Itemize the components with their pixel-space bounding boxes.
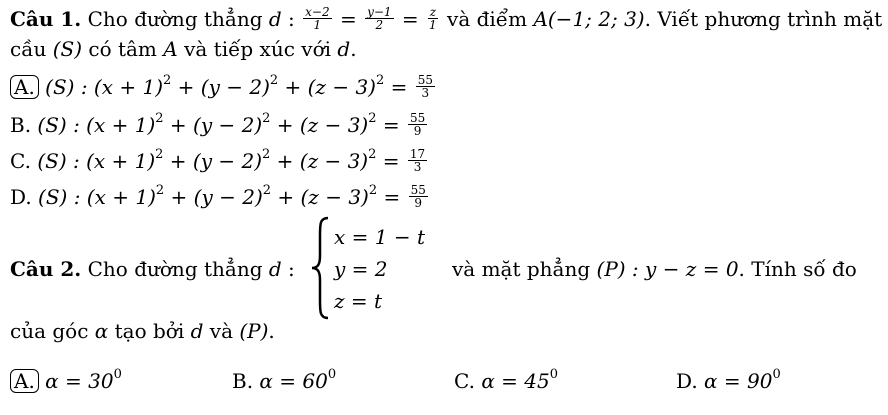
q1-line-2: cầu (S) có tâm A và tiếp xúc với d. xyxy=(10,37,357,61)
q1-frac-2: $\frac{y-1}{2}$ xyxy=(367,5,392,32)
q2-line-1-right: và mặt phẳng (P) : y − z = 0. Tính số đo xyxy=(452,257,857,281)
q1-option-c[interactable]: C. (S) : $(x + 1)^2 + (y - 2)^2 + (z - 3)^2$ = $\frac{17}{3}$ xyxy=(10,147,426,174)
q1-option-d[interactable]: D. (S) : $(x + 1)^2 + (y - 2)^2 + (z - 3)^2$ = $\frac{55}{9}$ xyxy=(10,183,426,210)
system-eq-1: x = 1 − t xyxy=(334,225,425,249)
q1-line-1: Câu 1. Cho đường thẳng d : $\frac{x-2}{1}$ = $\frac{y-1}{2}$ = $\frac{z}{1}$ và điểm A(−1; 2; 3). Viết phương trình mặt xyxy=(10,5,883,32)
q2-option-a[interactable]: A. $\alpha = 30^0$ xyxy=(10,368,122,394)
q1-frac-1: $\frac{x-2}{1}$ xyxy=(305,5,330,32)
q1-label: Câu 1. xyxy=(10,7,82,31)
q2-option-d[interactable]: D. $\alpha = 90^0$ xyxy=(676,367,781,393)
q2-line-2: của góc α tạo bởi d và (P). xyxy=(10,319,275,343)
q1-text-3: . Viết phương trình mặt xyxy=(644,7,883,31)
q1-text-2: và điểm xyxy=(440,7,534,31)
q2-option-a-letter: A. xyxy=(10,369,39,393)
q2-option-c[interactable]: C. $\alpha = 45^0$ xyxy=(454,367,559,393)
system-brace-icon xyxy=(310,216,332,320)
q2-line-1: Câu 2. Cho đường thẳng d : xyxy=(10,257,295,281)
q2-label: Câu 2. xyxy=(10,257,82,281)
system-eq-3: z = t xyxy=(334,289,383,313)
system-eq-2: y = 2 xyxy=(334,257,388,281)
q2-option-b-letter: B. xyxy=(232,369,254,393)
q1-option-d-letter: D. xyxy=(10,185,32,209)
q1-point: A(−1; 2; 3) xyxy=(533,7,645,31)
q1-option-a[interactable]: A. (S) : $(x + 1)^2 + (y - 2)^2 + (z - 3)^2$ = $\frac{55}{3}$ xyxy=(10,74,437,101)
q1-option-b[interactable]: B. (S) : $(x + 1)^2 + (y - 2)^2 + (z - 3)^2$ = $\frac{55}{9}$ xyxy=(10,111,426,138)
q1-frac-3: $\frac{z}{1}$ xyxy=(429,5,437,32)
q2-option-d-letter: D. xyxy=(676,369,698,393)
q2-option-b[interactable]: B. $\alpha = 60^0$ xyxy=(232,367,337,393)
q1-option-b-letter: B. xyxy=(10,113,32,137)
q1-colon: : xyxy=(281,7,302,31)
q1-var-d: d xyxy=(268,7,282,31)
q1-option-c-letter: C. xyxy=(10,149,31,173)
q2-option-c-letter: C. xyxy=(454,369,475,393)
q1-text-1: Cho đường thẳng xyxy=(87,7,269,31)
q1-option-a-letter: A. xyxy=(10,75,39,99)
